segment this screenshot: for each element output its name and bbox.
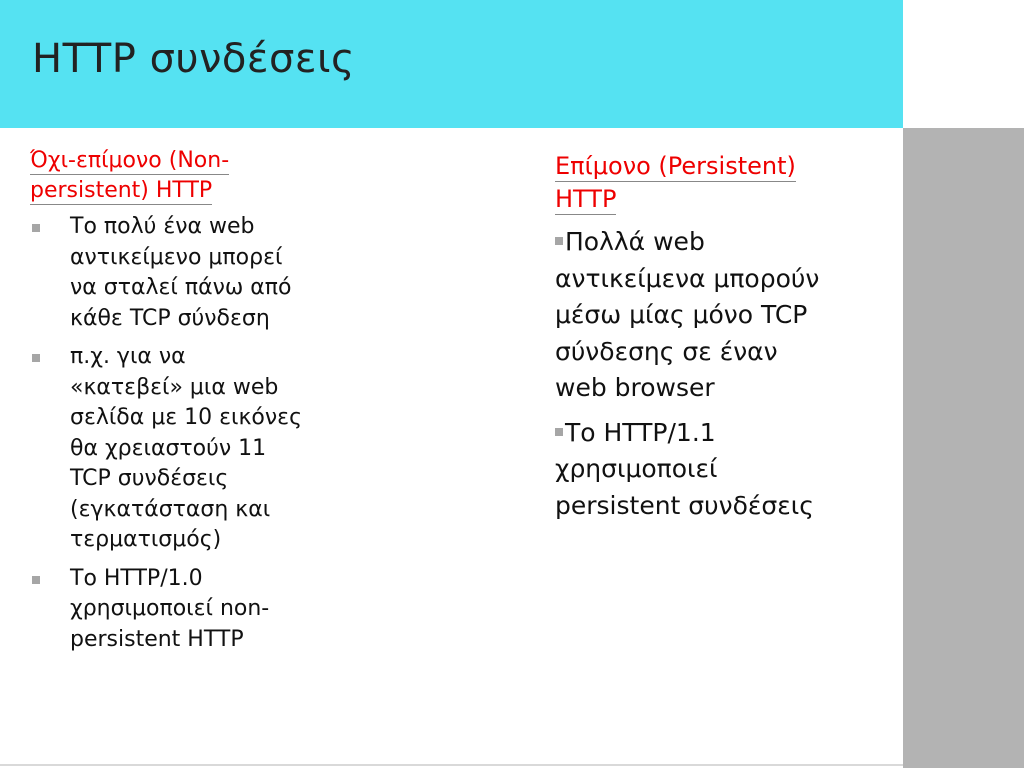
paragraph-line: persistent συνδέσεις — [555, 490, 814, 520]
non-persistent-bullets — [30, 212, 360, 655]
bullet-line: σελίδα με 10 εικόνες — [70, 405, 302, 430]
bullet-square-icon — [32, 576, 40, 584]
persistent-paragraph — [555, 224, 895, 407]
persistent-column — [555, 150, 895, 524]
heading-line: Επίμονο (Persistent) — [555, 152, 796, 180]
paragraph-line: σύνδεσης σε έναν — [555, 336, 778, 366]
bullet-item — [30, 212, 360, 334]
paragraph-line: χρησιμοποιεί — [555, 454, 718, 483]
bullet-line: Το πολύ ένα web — [70, 214, 255, 239]
non-persistent-heading — [30, 146, 229, 206]
paragraph-line: αντικείμενα μπορούν — [555, 263, 820, 293]
heading-line: persistent) HTTP — [30, 178, 213, 203]
bullet-line: τερματισμός) — [70, 527, 222, 552]
bullet-line: αντικείμενο μπορεί — [70, 244, 283, 270]
paragraph-line: μέσω μίας μόνο TCP — [555, 300, 808, 329]
persistent-paragraph — [555, 415, 895, 525]
bullet-square-icon — [555, 428, 563, 436]
bullet-line: Το HTTP/1.0 — [70, 565, 203, 591]
heading-line: HTTP — [555, 185, 617, 213]
bullet-line: κάθε TCP σύνδεση — [70, 305, 270, 331]
paragraph-line: Το HTTP/1.1 — [565, 417, 716, 447]
slide-title: HTTP συνδέσεις — [32, 36, 355, 82]
non-persistent-column — [30, 146, 360, 663]
persistent-heading — [555, 150, 796, 216]
bullet-line: να σταλεί πάνω από — [70, 275, 292, 300]
side-bar — [903, 128, 1024, 768]
bullet-square-icon — [555, 237, 563, 245]
bullet-line: (εγκατάσταση και — [70, 496, 271, 522]
paragraph-line: web browser — [555, 373, 715, 402]
bullet-line: π.χ. για να — [70, 344, 186, 369]
bullet-line: TCP συνδέσεις — [70, 466, 229, 491]
bullet-square-icon — [32, 224, 40, 232]
title-band — [0, 0, 903, 128]
bullet-item — [30, 342, 360, 556]
heading-line: Όχι-επίμονο (Non- — [30, 148, 230, 173]
bullet-line: persistent HTTP — [70, 626, 244, 652]
bullet-line: χρησιμοποιεί non- — [70, 596, 270, 621]
bullet-square-icon — [32, 354, 40, 362]
bullet-line: «κατεβεί» μια web — [70, 374, 279, 400]
bullet-line: θα χρειαστούν 11 — [70, 435, 267, 461]
paragraph-line: Πολλά web — [565, 227, 705, 256]
bottom-divider — [0, 764, 903, 766]
bullet-item — [30, 564, 360, 656]
